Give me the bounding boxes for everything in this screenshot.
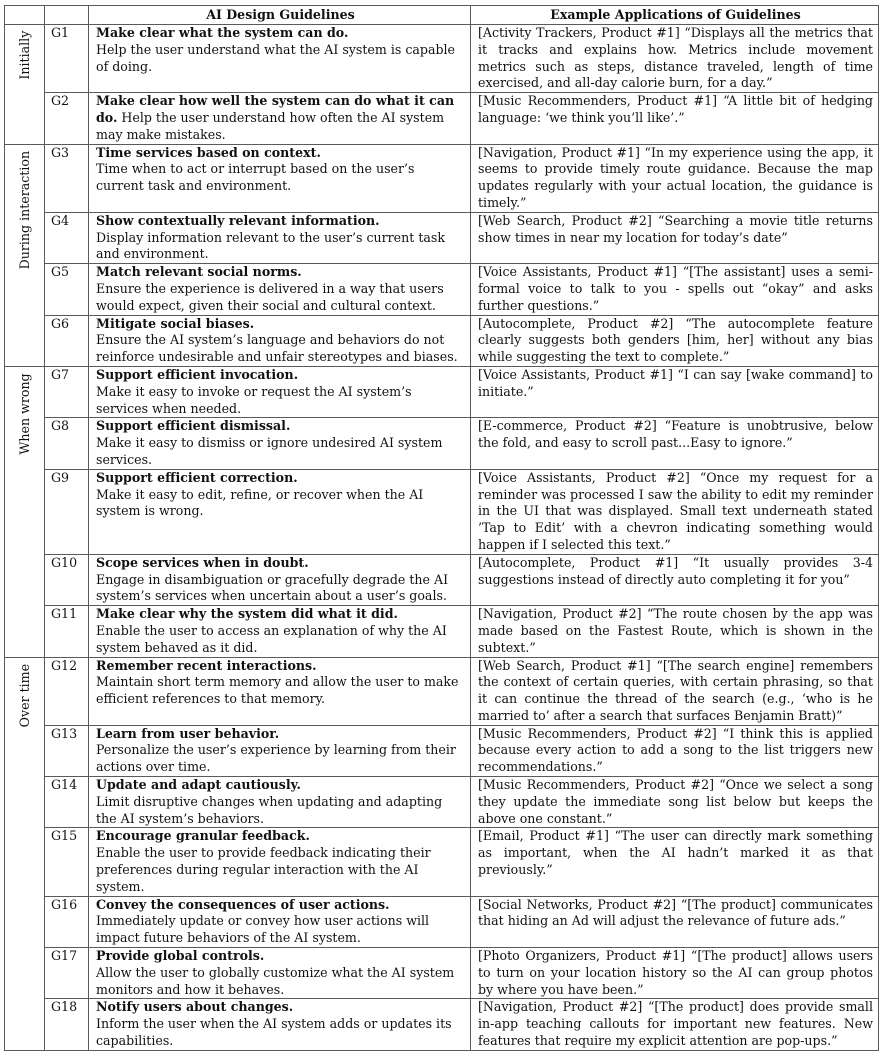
example-cell: [Activity Trackers, Product #1] “Displays all the metrics that it tracks and explains how. Metrics include movement metrics such as steps, distance traveled, length of time exercised, and all-day calorie burn, for a day.” bbox=[471, 25, 879, 93]
guideline-description: Make it easy to edit, refine, or recover when the AI system is wrong. bbox=[96, 486, 424, 519]
example-cell: [Navigation, Product #2] “The route chosen by the app was made based on the Fastest Route, which is shown in the subtext.” bbox=[471, 606, 879, 657]
phase-label bbox=[5, 145, 45, 366]
phase-header bbox=[5, 6, 45, 25]
guideline-id: G5 bbox=[45, 264, 89, 315]
guideline-id: G11 bbox=[45, 606, 89, 657]
guideline-id: G17 bbox=[45, 948, 89, 999]
guideline-id: G14 bbox=[45, 777, 89, 828]
guideline-description: Ensure the AI system’s language and behaviors do not reinforce undesirable and unfair stereotypes and biases. bbox=[96, 332, 458, 365]
id-header bbox=[45, 6, 89, 25]
guideline-cell bbox=[89, 315, 471, 366]
guideline-id: G1 bbox=[45, 25, 89, 93]
table-row bbox=[5, 606, 879, 657]
guideline-title: Time services based on context. bbox=[96, 144, 321, 160]
guideline-id: G13 bbox=[45, 725, 89, 776]
example-cell: [Email, Product #1] “The user can directly mark something as important, when the AI hadn’t marked it as that previously.” bbox=[471, 828, 879, 896]
example-cell: [Voice Assistants, Product #1] “I can say [wake command] to initiate.” bbox=[471, 366, 879, 417]
guideline-title: Notify users about changes. bbox=[96, 999, 294, 1015]
guideline-id: G6 bbox=[45, 315, 89, 366]
guideline-description: Personalize the user’s experience by learning from their actions over time. bbox=[96, 742, 456, 775]
guideline-description: Limit disruptive changes when updating and adapting the AI system’s behaviors. bbox=[96, 793, 443, 826]
phase-label bbox=[5, 25, 45, 144]
guideline-cell bbox=[89, 725, 471, 776]
table-row bbox=[5, 777, 879, 828]
example-cell: [Music Recommenders, Product #2] “I think this is applied because every action to add a song to the list triggers new recommendations.” bbox=[471, 725, 879, 776]
guideline-description: Make it easy to dismiss or ignore undesired AI system services. bbox=[96, 435, 443, 467]
guideline-title: Support efficient invocation. bbox=[96, 366, 299, 382]
table-row bbox=[5, 418, 879, 469]
example-cell: [Music Recommenders, Product #2] “Once we select a song they update the immediate song list below but keeps the above one constant.” bbox=[471, 777, 879, 828]
guideline-cell bbox=[89, 896, 471, 947]
table-body bbox=[5, 25, 879, 1051]
table-row bbox=[5, 999, 879, 1050]
phase-label-text: During interaction bbox=[17, 150, 32, 270]
table-row bbox=[5, 264, 879, 315]
guideline-cell bbox=[89, 554, 471, 605]
guideline-description: Ensure the experience is delivered in a way that users would expect, given their social and cultural context. bbox=[96, 280, 444, 313]
example-cell: [Navigation, Product #1] “In my experience using the app, it seems to provide timely route guidance. Because the map updates regularly with your actual location, the guidance is timely.” bbox=[471, 144, 879, 212]
guideline-cell bbox=[89, 606, 471, 657]
guideline-title: Provide global controls. bbox=[96, 948, 265, 964]
guideline-title: Convey the consequences of user actions. bbox=[96, 896, 390, 912]
guideline-description: Immediately update or convey how user actions will impact future behaviors of the AI system. bbox=[96, 913, 430, 946]
guideline-description: Enable the user to provide feedback indicating their preferences during regular interaction with the AI system. bbox=[96, 845, 431, 894]
phase-label-text: When wrong bbox=[17, 372, 32, 455]
guideline-id: G16 bbox=[45, 896, 89, 947]
table-row bbox=[5, 896, 879, 947]
table-header bbox=[5, 6, 879, 25]
guideline-title: Scope services when in doubt. bbox=[96, 554, 309, 570]
guideline-id: G12 bbox=[45, 657, 89, 725]
phase-label-text: Over time bbox=[17, 663, 32, 727]
guideline-title: Learn from user behavior. bbox=[96, 725, 280, 741]
table-row bbox=[5, 725, 879, 776]
guideline-description: Display information relevant to the user’s current task and environment. bbox=[96, 229, 445, 262]
example-cell: [Autocomplete, Product #1] “It usually provides 3-4 suggestions instead of directly auto completing it for you” bbox=[471, 554, 879, 605]
table-row bbox=[5, 93, 879, 144]
table-row bbox=[5, 828, 879, 896]
guideline-description: Time when to act or interrupt based on the user’s current task and environment. bbox=[96, 161, 415, 194]
guideline-description: Inform the user when the AI system adds or updates its capabilities. bbox=[96, 1016, 452, 1049]
guideline-description: Help the user understand how often the AI system may make mistakes. bbox=[96, 109, 445, 142]
guideline-title: Make clear why the system did what it did. bbox=[96, 606, 398, 622]
table-row bbox=[5, 315, 879, 366]
table-row bbox=[5, 25, 879, 93]
guideline-id: G15 bbox=[45, 828, 89, 896]
guideline-cell bbox=[89, 418, 471, 469]
example-cell: [Web Search, Product #2] “Searching a movie title returns show times in near my location for today’s date” bbox=[471, 212, 879, 263]
phase-label bbox=[5, 658, 45, 1050]
guideline-cell bbox=[89, 469, 471, 554]
example-cell: [Autocomplete, Product #2] “The autocomplete feature clearly suggests both genders [him, her] without any bias while suggesting the text to complete.” bbox=[471, 315, 879, 366]
phase-cell bbox=[5, 144, 45, 366]
guideline-title: Update and adapt cautiously. bbox=[96, 777, 301, 793]
guideline-cell bbox=[89, 948, 471, 999]
phase-label-text: Initially bbox=[17, 31, 32, 80]
guideline-id: G18 bbox=[45, 999, 89, 1050]
guideline-description: Allow the user to globally customize what the AI system monitors and how it behaves. bbox=[96, 964, 455, 997]
guideline-title: Support efficient correction. bbox=[96, 469, 298, 485]
header-row bbox=[5, 6, 879, 25]
guideline-cell bbox=[89, 999, 471, 1050]
guideline-id: G4 bbox=[45, 212, 89, 263]
guideline-description: Help the user understand what the AI system is capable of doing. bbox=[96, 41, 456, 74]
guideline-description: Maintain short term memory and allow the user to make efficient references to that memory. bbox=[96, 674, 459, 707]
table-row bbox=[5, 469, 879, 554]
guideline-cell bbox=[89, 264, 471, 315]
guidelines-table bbox=[4, 5, 879, 1051]
guideline-id: G3 bbox=[45, 144, 89, 212]
example-cell: [Navigation, Product #2] “[The product] does provide small in-app teaching callouts for important new features. New features that require my explicit attention are pop-ups.” bbox=[471, 999, 879, 1050]
example-cell: [Social Networks, Product #2] “[The product] communicates that hiding an Ad will adjust the relevance of future ads.” bbox=[471, 896, 879, 947]
guideline-title: Show contextually relevant information. bbox=[96, 212, 380, 228]
guideline-id: G7 bbox=[45, 366, 89, 417]
example-cell: [Voice Assistants, Product #1] “[The assistant] uses a semi-formal voice to talk to you - spells out “okay” and asks further questions.” bbox=[471, 264, 879, 315]
example-cell: [E-commerce, Product #2] “Feature is unobtrusive, below the fold, and easy to scroll past...Easy to ignore.” bbox=[471, 418, 879, 469]
table-row bbox=[5, 657, 879, 725]
guideline-description: Make it easy to invoke or request the AI system’s services when needed. bbox=[96, 383, 412, 416]
example-cell: [Photo Organizers, Product #1] “[The product] allows users to turn on your location history so the AI can group photos by where you have been.” bbox=[471, 948, 879, 999]
guideline-title: Encourage granular feedback. bbox=[96, 828, 310, 844]
guideline-title: Mitigate social biases. bbox=[96, 315, 255, 331]
phase-cell bbox=[5, 366, 45, 657]
guideline-id: G9 bbox=[45, 469, 89, 554]
example-cell: [Music Recommenders, Product #1] “A little bit of hedging language: ‘we think you’ll like’.” bbox=[471, 93, 879, 144]
phase-cell bbox=[5, 25, 45, 145]
guideline-cell bbox=[89, 144, 471, 212]
table-row bbox=[5, 366, 879, 417]
guideline-cell bbox=[89, 657, 471, 725]
guideline-id: G2 bbox=[45, 93, 89, 144]
guideline-title: Make clear how well the system can do what it can do. bbox=[96, 93, 455, 125]
table-row bbox=[5, 554, 879, 605]
table-row bbox=[5, 212, 879, 263]
guideline-description: Engage in disambiguation or gracefully degrade the AI system’s services when uncertain about a user’s goals. bbox=[96, 571, 449, 604]
guideline-cell bbox=[89, 25, 471, 93]
table-row bbox=[5, 144, 879, 212]
guideline-cell bbox=[89, 828, 471, 896]
guideline-title: Support efficient dismissal. bbox=[96, 418, 291, 434]
guideline-cell bbox=[89, 777, 471, 828]
guideline-title: Make clear what the system can do. bbox=[96, 25, 349, 40]
table-row bbox=[5, 948, 879, 999]
example-cell: [Voice Assistants, Product #2] “Once my request for a reminder was processed I saw the ability to edit my reminder in the UI that was displayed. Small text underneath stated ’Tap to Edit’ with a chevron indicating something would happen if I selected this text.” bbox=[471, 469, 879, 554]
guideline-description: Enable the user to access an explanation of why the AI system behaved as it did. bbox=[96, 622, 447, 655]
guideline-cell bbox=[89, 366, 471, 417]
phase-label bbox=[5, 367, 45, 657]
phase-cell bbox=[5, 657, 45, 1050]
example-header: Example Applications of Guidelines bbox=[471, 6, 879, 25]
example-cell: [Web Search, Product #1] “[The search engine] remembers the context of certain queries, with certain phrasing, so that it can continue the thread of the search (e.g., ‘who is he married to’ after a search that surfaces Benjamin Bratt)” bbox=[471, 657, 879, 725]
guideline-id: G10 bbox=[45, 554, 89, 605]
guideline-id: G8 bbox=[45, 418, 89, 469]
guideline-cell bbox=[89, 212, 471, 263]
guideline-title: Remember recent interactions. bbox=[96, 657, 317, 673]
guideline-cell bbox=[89, 93, 471, 144]
guideline-title: Match relevant social norms. bbox=[96, 264, 302, 280]
guideline-header: AI Design Guidelines bbox=[89, 6, 471, 25]
